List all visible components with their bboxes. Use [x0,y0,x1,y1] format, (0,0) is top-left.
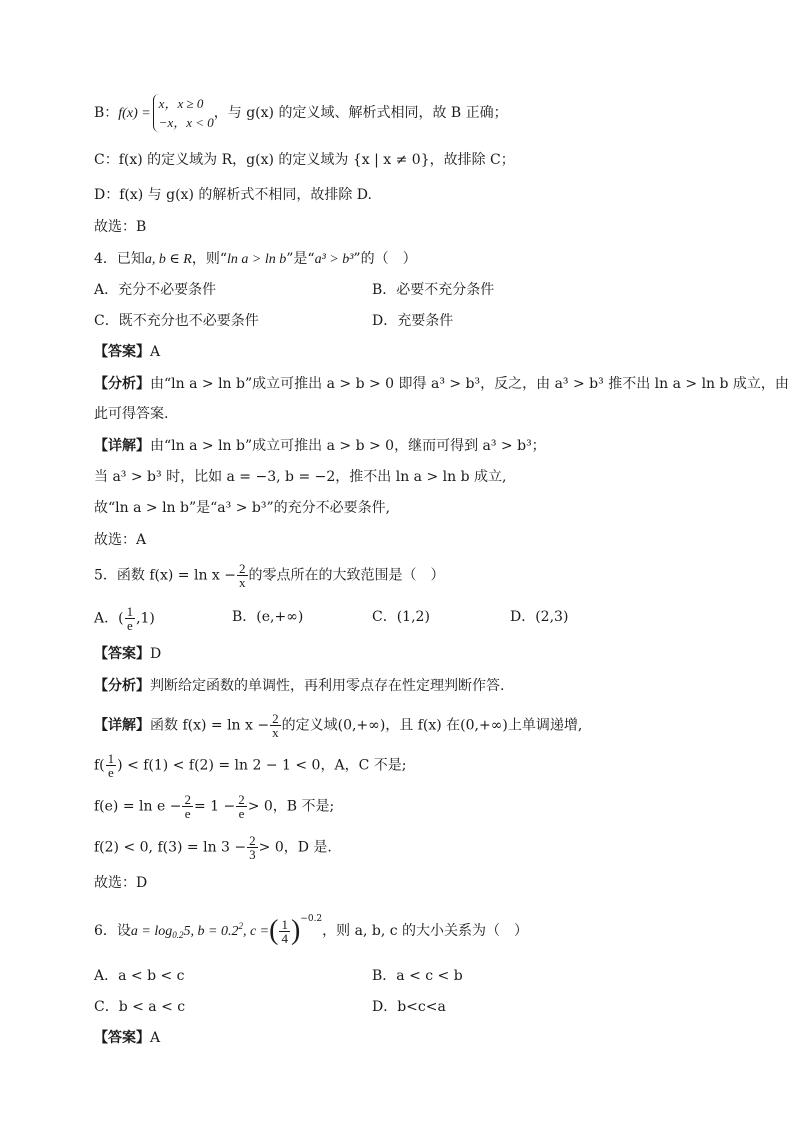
option-label: B： [94,105,119,121]
question-4-option-c: C．既不充分也不必要条件 [94,313,259,329]
question-5-analysis: 【分析】判断给定函数的单调性，再利用零点存在性定理判断作答. [94,678,505,694]
question-4-stem: 4．已知a, b ∈ R，则“ln a > ln b”是“a³ > b³”的（ ） [94,251,417,267]
question-5-option-c: C．(1,2) [372,609,430,625]
question-5-answer: 【答案】D [94,646,162,662]
question-6-stem: 6．设$a = \log_{0.2}5$, $b = 0.2^2$, c =( $\frac{1}{4}$ )$^{-0.2}$，则 a, b, c 的大小关系为（ ） [94,914,529,946]
question-5-step-1: f( $\frac{1}{e}$ ) < f(1) < f(2) = ln 2 − 1 < 0，A，C 不是; [94,751,407,780]
question-5-option-d: D．(2,3) [510,609,569,625]
question-4-option-d: D．充要条件 [372,313,454,329]
question-5-stem: 5．函数 f(x) = ln x − $\frac{2}{x}$ 的零点所在的大致范围是（ ） [94,561,445,590]
fraction: $\frac{1}{e}$ [126,604,134,633]
question-4-option-a: A．充分不必要条件 [94,282,217,298]
fraction: $\frac{2}{e}$ [184,792,191,821]
question-5-option-a: A．( $\frac{1}{e}$ ,1) [94,604,155,633]
question-4-analysis-cont: 此可得答案. [94,406,169,422]
question-5-step-2: f(e) = ln e − $\frac{2}{e}$ = 1 − $\frac{2}{e}$ > 0，B 不是; [94,792,335,821]
question-4-detail: 【详解】由“ln a > ln b”成立可推出 a > b > 0，继而可得到 a³ > b³； [94,438,546,454]
fraction: $\frac{2}{x}$ [239,561,246,590]
question-6-answer: 【答案】A [94,1030,161,1046]
question-4-detail-3: 故“ln a > ln b”是“a³ > b³”的充分不必要条件, [94,500,391,516]
question-6-option-d: D．b<c<a [372,999,446,1015]
question-4-answer: 【答案】A [94,344,161,360]
fraction: $\frac{2}{3}$ [249,833,256,862]
fraction: $\frac{2}{x}$ [272,711,279,740]
question-4-final: 故选：A [94,532,147,548]
question-5-detail: 【详解】函数 f(x) = ln x − $\frac{2}{x}$ 的定义域(0,+∞)，且 f(x) 在(0,+∞)上单调递增, [94,711,583,740]
question-5-final: 故选：D [94,875,148,891]
question-5-step-3: f(2) < 0, f(3) = ln 3 − $\frac{2}{3}$ > 0，D 是. [94,833,332,862]
question-6-option-a: A．a < b < c [94,968,185,984]
explanation-text: ，与 g(x) 的定义域、解析式相同，故 B 正确； [213,105,508,121]
question-4-option-b: B．必要不充分条件 [372,282,495,298]
option-b-explanation [94,94,508,132]
question-6-option-b: B．a < c < b [372,968,463,984]
answer-choice-line: 故选：B [94,219,147,235]
math-expression: f(x) = [118,106,151,121]
fraction: $\frac{1}{4}$ [281,916,288,946]
question-4-analysis: 【分析】由“ln a > ln b”成立可推出 a > b > 0 即得 a³ > b³，反之，由 a³ > b³ 推不出 ln a > ln b 成立，由 [94,376,789,392]
piecewise-cases: x，x ≥ 0 −x，x < 0 [153,94,214,132]
question-5-option-b: B．(e,+∞) [232,609,304,625]
question-4-detail-2: 当 a³ > b³ 时，比如 a = −3, b = −2，推不出 ln a > ln b 成立, [94,469,507,485]
fraction: $\frac{2}{e}$ [238,792,245,821]
option-d-explanation: D：f(x) 与 g(x) 的解析式不相同，故排除 D. [94,187,372,203]
question-6-option-c: C．b < a < c [94,999,186,1015]
option-c-explanation: C：f(x) 的定义域为 R，g(x) 的定义域为 {x | x ≠ 0}，故排除 C； [94,152,515,168]
fraction: $\frac{1}{e}$ [107,751,115,780]
